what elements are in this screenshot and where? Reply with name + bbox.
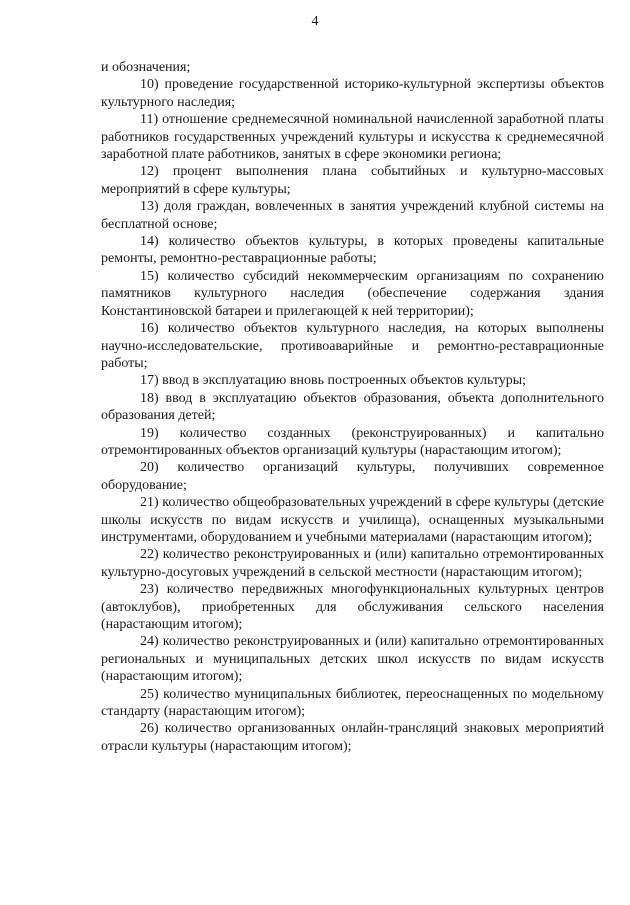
list-item-14: 14) количество объектов культуры, в которых проведены капитальные ремонты, ремонтно-реставрационные работы; [101,234,604,267]
list-item-16: 16) количество объектов культурного наследия, на которых выполнены научно-исследовательские, противоаварийные и ремонтно-реставрационные работы; [101,321,604,371]
list-item-13: 13) доля граждан, вовлеченных в занятия учреждений клубной системы на бесплатной основе; [101,199,604,232]
list-item-24: 24) количество реконструированных и (или) капитально отремонтированных региональных и муниципальных детских школ искусств по видам искусств (нарастающим итогом); [101,634,604,685]
list-item-19: 19) количество созданных (реконструированных) и капитально отремонтированных объектов организаций культуры (нарастающим итогом); [101,425,604,458]
list-item-18: 18) ввод в эксплуатацию объектов образования, объекта дополнительного образования детей; [101,390,604,424]
list-item-21: 21) количество общеобразовательных учреждений в сфере культуры (детские школы искусств по видам искусств и училища), оснащенных музыкальными инструментами, оборудованием и учебными материалами (нарастающим итогом); [101,495,604,545]
list-item-26: 26) количество организованных онлайн-трансляций знаковых мероприятий отрасли культуры (нарастающим итогом); [101,721,604,754]
page-number: 4 [311,14,319,29]
list-item-22: 22) количество реконструированных и (или) капитально отремонтированных культурно-досуговых учреждений в сельской местности (нарастающим итогом); [101,547,604,580]
paragraph-continuation: и обозначения; [101,60,191,75]
list-item-11: 11) отношение среднемесячной номинальной начисленной заработной платы работников государственных учреждений культуры и искусства к среднемесячной заработной плате работников, занятых в сфере экономики региона; [101,112,604,163]
list-item-12: 12) процент выполнения плана событийных и культурно-массовых мероприятий в сфере культуры; [101,164,604,197]
list-item-20: 20) количество организаций культуры, получивших современное оборудование; [101,460,604,493]
list-item-23: 23) количество передвижных многофункциональных культурных центров (автоклубов), приобретенных для обслуживания сельского населения (нарастающим итогом); [101,582,604,632]
list-item-17: 17) ввод в эксплуатацию вновь построенных объектов культуры; [140,373,527,389]
document-body [101,59,604,755]
list-item-10: 10) проведение государственной историко-культурной экспертизы объектов культурного наследия; [101,77,604,110]
list-item-15: 15) количество субсидий некоммерческим организациям по сохранению памятников культурного наследия (обеспечение содержания здания Константиновской батареи и прилегающей к ней территории); [101,268,604,319]
list-item-25: 25) количество муниципальных библиотек, переоснащенных по модельному стандарту (нарастающим итогом); [101,686,604,720]
